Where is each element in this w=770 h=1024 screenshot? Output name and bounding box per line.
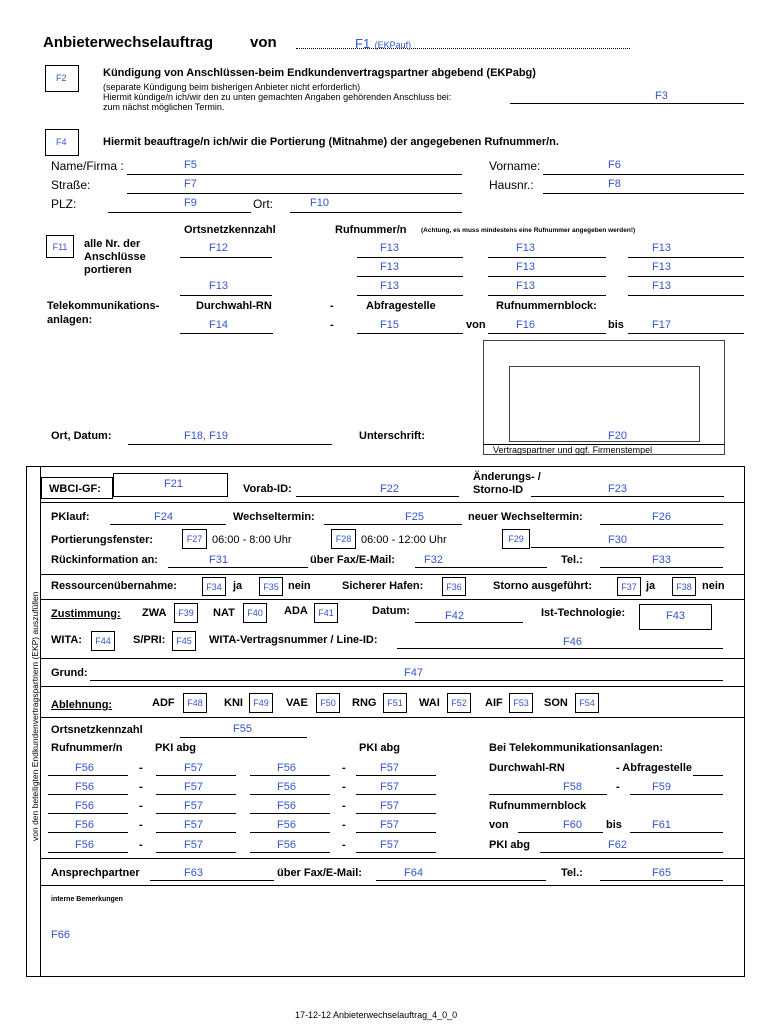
grund-label: Grund: — [51, 667, 88, 679]
f56-field[interactable]: F56 — [75, 800, 94, 812]
f56-field[interactable]: F56 — [277, 800, 296, 812]
bis-label-tk: bis — [608, 319, 624, 331]
adf-label: ADF — [152, 697, 175, 709]
zeitfenster-2: 06:00 - 12:00 Uhr — [361, 534, 447, 546]
storno-id-label: Storno-ID — [473, 484, 524, 496]
f64-field[interactable]: F64 — [404, 867, 423, 879]
f57-field[interactable]: F57 — [184, 819, 203, 831]
f13-field[interactable]: F13 — [652, 242, 671, 254]
dash: - — [342, 800, 346, 812]
zustimmung-label: Zustimmung: — [51, 608, 121, 620]
f13-field[interactable]: F13 — [652, 261, 671, 273]
aif-label: AIF — [485, 697, 503, 709]
f63-field[interactable]: F63 — [184, 867, 203, 879]
f32-field[interactable]: F32 — [424, 554, 443, 566]
f56-field[interactable]: F56 — [277, 819, 296, 831]
f36-checkbox[interactable]: F36 — [442, 577, 466, 596]
f30-field[interactable]: F30 — [608, 534, 627, 546]
durchwahl-label: Durchwahl-RN — [196, 300, 272, 312]
spri-label: S/PRI: — [133, 634, 166, 646]
dash-tk: - — [616, 781, 620, 793]
vorname-field[interactable]: F6 — [608, 159, 621, 171]
ada-label: ADA — [284, 605, 308, 617]
f28-checkbox[interactable]: F28 — [331, 529, 356, 549]
f13-field[interactable]: F13 — [380, 242, 399, 254]
nein-label: nein — [288, 580, 311, 592]
f42-field[interactable]: F42 — [445, 610, 464, 622]
f35-checkbox[interactable]: F35 — [259, 577, 283, 596]
f22-field[interactable]: F22 — [380, 483, 399, 495]
dash: - — [342, 762, 346, 774]
pki-abg-label-2: PKI abg — [359, 742, 400, 754]
aenderungs-label: Änderungs- / — [473, 471, 541, 483]
unterschrift-label: Unterschrift: — [359, 430, 426, 442]
dash: - — [139, 839, 143, 851]
tk-dash-2: - — [330, 319, 334, 331]
f31-field[interactable]: F31 — [209, 554, 228, 566]
kuendigung-line1: (separate Kündigung beim bisherigen Anbieter nicht erforderlich) — [103, 82, 361, 92]
f39-checkbox[interactable]: F39 — [174, 603, 198, 623]
fax-email-label: über Fax/E-Mail: — [310, 554, 395, 566]
f23-field[interactable]: F23 — [608, 483, 627, 495]
kni-label: KNI — [224, 697, 243, 709]
storno-label: Storno ausgeführt: — [493, 580, 592, 592]
name-field[interactable]: F5 — [184, 159, 197, 171]
f24-field[interactable]: F24 — [154, 511, 173, 523]
dash: - — [139, 800, 143, 812]
dash: - — [139, 762, 143, 774]
dash: - — [139, 781, 143, 793]
alle-nr-line3: portieren — [84, 264, 132, 276]
f44-checkbox[interactable]: F44 — [91, 631, 115, 651]
f49-checkbox[interactable]: F49 — [249, 693, 273, 713]
f57-field[interactable]: F57 — [184, 839, 203, 851]
f56-field[interactable]: F56 — [75, 781, 94, 793]
ort-label: Ort: — [253, 197, 273, 211]
f52-checkbox[interactable]: F52 — [447, 693, 471, 713]
ort-datum-label: Ort, Datum: — [51, 430, 112, 442]
wbci-gf-label: WBCI-GF: — [49, 483, 101, 495]
f46-field[interactable]: F46 — [563, 636, 582, 648]
rng-label: RNG — [352, 697, 377, 709]
f20-field[interactable]: F20 — [608, 430, 627, 442]
f56-field[interactable]: F56 — [277, 762, 296, 774]
pki-abg-label-1: PKI abg — [155, 742, 196, 754]
f40-checkbox[interactable]: F40 — [243, 603, 267, 623]
f48-checkbox[interactable]: F48 — [183, 693, 207, 713]
rufnr-label-2: Rufnummer/n — [51, 742, 123, 754]
rueckinfo-label: Rückinformation an: — [51, 554, 158, 566]
f3-field[interactable]: F3 — [655, 90, 668, 102]
strasse-label: Straße: — [51, 178, 91, 192]
remarks-label: interne Bemerkungen — [51, 896, 123, 903]
f55-field[interactable]: F55 — [233, 723, 252, 735]
tk-anlagen-label: Bei Telekommunikationsanlagen: — [489, 742, 664, 754]
f56-field[interactable]: F56 — [75, 762, 94, 774]
neuer-wechseltermin-label: neuer Wechseltermin: — [468, 511, 583, 523]
f13-field[interactable]: F13 — [516, 261, 535, 273]
zwa-label: ZWA — [142, 607, 167, 619]
datum-label: Datum: — [372, 605, 410, 617]
onkz-label: Ortsnetzkennzahl — [184, 224, 276, 236]
stamp-inner-box — [509, 366, 700, 442]
f57-field[interactable]: F57 — [184, 781, 203, 793]
f34-checkbox[interactable]: F34 — [202, 577, 226, 596]
f29-checkbox[interactable]: F29 — [502, 529, 530, 549]
f13-field[interactable]: F13 — [652, 280, 671, 292]
f47-field[interactable]: F47 — [404, 667, 423, 679]
f54-checkbox[interactable]: F54 — [575, 693, 599, 713]
f27-checkbox[interactable]: F27 — [182, 529, 207, 549]
f45-checkbox[interactable]: F45 — [172, 631, 196, 651]
wita-label: WITA: — [51, 634, 82, 646]
rufnr-label: Rufnummer/n — [335, 224, 407, 236]
rufnummernblock-label-2: Rufnummernblock — [489, 800, 587, 812]
bis-label-2: bis — [606, 819, 622, 831]
f60-field[interactable]: F60 — [563, 819, 582, 831]
f13-field[interactable]: F13 — [380, 280, 399, 292]
alle-nr-line1: alle Nr. der — [84, 238, 141, 250]
tk-label-2: anlagen: — [47, 314, 93, 326]
von-label-2: von — [489, 819, 509, 831]
f57-field[interactable]: F57 — [184, 800, 203, 812]
f56-field[interactable]: F56 — [277, 781, 296, 793]
f57-field[interactable]: F57 — [380, 781, 399, 793]
f50-checkbox[interactable]: F50 — [316, 693, 340, 713]
pklauf-label: PKlauf: — [51, 511, 90, 523]
ansprechpartner-label: Ansprechpartner — [51, 867, 140, 879]
f57-field[interactable]: F57 — [380, 839, 399, 851]
vae-label: VAE — [286, 697, 308, 709]
f43-field[interactable]: F43 — [666, 610, 685, 622]
hausnr-label: Hausnr.: — [489, 178, 534, 192]
form-title: Anbieterwechselauftrag — [43, 34, 214, 51]
ja-label: ja — [233, 580, 243, 592]
wechseltermin-label: Wechseltermin: — [233, 511, 315, 523]
f37-checkbox[interactable]: F37 — [617, 577, 641, 596]
f13-field[interactable]: F13 — [516, 242, 535, 254]
f59-field[interactable]: F59 — [652, 781, 671, 793]
alle-nr-line2: Anschlüsse — [84, 251, 146, 263]
son-label: SON — [544, 697, 568, 709]
tk-dash: - — [330, 300, 334, 312]
kuendigung-line2: Hiermit kündige/n ich/wir den zu unten gemachten Angaben gehörenden Anschluss bei: — [103, 92, 452, 102]
f12-field[interactable]: F12 — [209, 242, 228, 254]
f62-field[interactable]: F62 — [608, 839, 627, 851]
block-label: Rufnummernblock: — [496, 300, 597, 312]
f1-field[interactable]: F1 (EKPauf) — [355, 36, 412, 51]
f15-field[interactable]: F15 — [380, 319, 399, 331]
f21-field[interactable]: F21 — [164, 478, 183, 490]
f56-field[interactable]: F56 — [75, 839, 94, 851]
f14-field[interactable]: F14 — [209, 319, 228, 331]
abfragestelle-label-2: - Abfragestelle — [616, 762, 693, 774]
kuendigung-line3: zum nächst möglichen Termin. — [103, 102, 225, 112]
ja-label-2: ja — [646, 580, 656, 592]
plz-field[interactable]: F9 — [184, 197, 197, 209]
zeitfenster-1: 06:00 - 8:00 Uhr — [212, 534, 292, 546]
onkz-label-2: Ortsnetzkennzahl — [51, 724, 143, 736]
f56-field[interactable]: F56 — [277, 839, 296, 851]
vorab-id-label: Vorab-ID: — [243, 483, 292, 495]
f61-field[interactable]: F61 — [652, 819, 671, 831]
pki-abg-label-3: PKI abg — [489, 839, 530, 851]
ablehnung-label: Ablehnung: — [51, 699, 113, 711]
side-text: von den beteiligten Endkundenvertragspartnern (EKP) auszufüllen — [29, 591, 40, 841]
f13-field[interactable]: F13 — [516, 280, 535, 292]
name-label: Name/Firma : — [51, 159, 124, 173]
f58-field[interactable]: F58 — [563, 781, 582, 793]
f57-field[interactable]: F57 — [380, 800, 399, 812]
portierung-title: Hiermit beauftrage/n ich/wir die Portierung (Mitnahme) der angegebenen Rufnummer/n. — [103, 136, 559, 148]
tk-label-1: Telekommunikations- — [47, 300, 160, 312]
dash: - — [342, 781, 346, 793]
plz-label: PLZ: — [51, 197, 77, 211]
ist-technologie-label: Ist-Technologie: — [541, 607, 626, 619]
f57-field[interactable]: F57 — [184, 762, 203, 774]
sicherer-hafen-label: Sicherer Hafen: — [342, 580, 424, 592]
abfrage-label: Abfragestelle — [366, 300, 436, 312]
wai-label: WAI — [419, 697, 440, 709]
portierungsfenster-label: Portierungsfenster: — [51, 534, 154, 546]
kuendigung-title: Kündigung von Anschlüssen-beim Endkundenvertragspartner abgebend (EKPabg) — [103, 67, 536, 79]
f4-checkbox[interactable]: F4 — [45, 129, 79, 156]
f57-field[interactable]: F57 — [380, 819, 399, 831]
f2-checkbox[interactable]: F2 — [45, 65, 79, 92]
stamp-caption: Vertragspartner und ggf. Firmenstempel — [493, 445, 653, 455]
tel-label: Tel.: — [561, 554, 583, 566]
ressourcen-label: Ressourcenübernahme: — [51, 580, 177, 592]
f56-field[interactable]: F56 — [75, 819, 94, 831]
f11-checkbox[interactable]: F11 — [46, 235, 74, 258]
von-label-tk: von — [466, 319, 486, 331]
f17-field[interactable]: F17 — [652, 319, 671, 331]
f26-field[interactable]: F26 — [652, 511, 671, 523]
dash: - — [342, 819, 346, 831]
footer-text: 17-12-12 Anbieterwechselauftrag_4_0_0 — [295, 1010, 458, 1020]
f13-field[interactable]: F13 — [380, 261, 399, 273]
f57-field[interactable]: F57 — [380, 762, 399, 774]
vorname-label: Vorname: — [489, 159, 541, 173]
fax-email-label-2: über Fax/E-Mail: — [277, 867, 362, 879]
f65-field[interactable]: F65 — [652, 867, 671, 879]
von-label: von — [250, 34, 277, 51]
f25-field[interactable]: F25 — [405, 511, 424, 523]
durchwahl-label-2: Durchwahl-RN — [489, 762, 565, 774]
nat-label: NAT — [213, 607, 235, 619]
wita-nr-label: WITA-Vertragsnummer / Line-ID: — [209, 634, 378, 646]
f53-checkbox[interactable]: F53 — [509, 693, 533, 713]
nein-label-2: nein — [702, 580, 725, 592]
dash: - — [342, 839, 346, 851]
f16-field[interactable]: F16 — [516, 319, 535, 331]
tel-label-2: Tel.: — [561, 867, 583, 879]
f41-checkbox[interactable]: F41 — [314, 603, 338, 623]
dash: - — [139, 819, 143, 831]
f51-checkbox[interactable]: F51 — [383, 693, 407, 713]
f33-field[interactable]: F33 — [652, 554, 671, 566]
f18-f19-field[interactable]: F18, F19 — [184, 430, 229, 442]
f66-field[interactable]: F66 — [51, 929, 70, 941]
ort-field[interactable]: F10 — [310, 197, 329, 209]
rufnr-note: (Achtung, es muss mindestens eine Rufnummer angegeben werden!) — [421, 227, 636, 234]
f38-checkbox[interactable]: F38 — [672, 577, 696, 596]
hausnr-field[interactable]: F8 — [608, 178, 621, 190]
strasse-field[interactable]: F7 — [184, 178, 197, 190]
f13-field[interactable]: F13 — [209, 280, 228, 292]
